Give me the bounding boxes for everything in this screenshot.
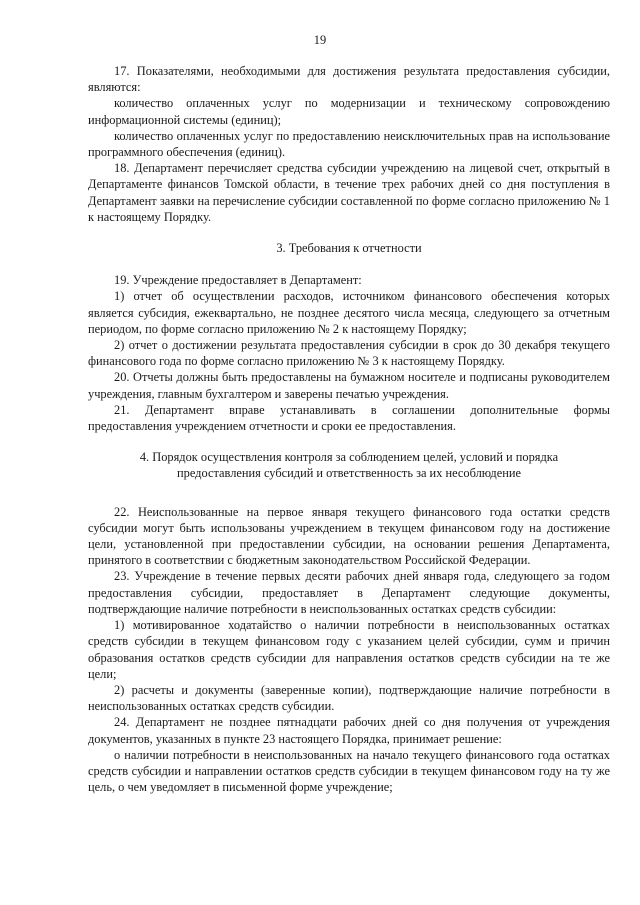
paragraph-17-item-1: количество оплаченных услуг по модернизации и техническому сопровождению информационной системы (единиц); <box>88 96 610 127</box>
paragraph-23-item-1: 1) мотивированное ходатайство о наличии потребности в неиспользованных остатках средств субсидии в текущем финансовом году с указанием целей субсидии, сумм и причин образования остатков средств субсидии для направления остатков средств субсидии на те же цели; <box>88 618 610 681</box>
paragraph-19: 19. Учреждение предоставляет в Департамент: <box>114 273 362 288</box>
paragraph-17: 17. Показателями, необходимыми для достижения результата предоставления субсидии, являются: <box>88 64 610 95</box>
paragraph-22: 22. Неиспользованные на первое января текущего финансового года остатки средств субсидии могут быть использованы учреждением в текущем финансовом году на достижение цели, установленной при предоставлении субсидии, на основании решения Департамента, принятого в соответствии с бюджетным законодательством Российской Федерации. <box>88 504 610 568</box>
paragraph-21: 21. Департамент вправе устанавливать в соглашении дополнительные формы предоставления учреждением отчетности и сроки ее предоставления. <box>88 402 610 434</box>
section-4-heading-line-1: 4. Порядок осуществления контроля за соблюдением целей, условий и порядка <box>139 450 559 465</box>
paragraph-24-item-1: о наличии потребности в неиспользованных на начало текущего финансового года остатках средств субсидии и направлении остатков средств субсидии в текущем финансовом году на ту же цель, о чем уведомляет в письменной форме учреждение; <box>88 747 610 795</box>
paragraph-20: 20. Отчеты должны быть предоставлены на бумажном носителе и подписаны руководителем учреждения, главным бухгалтером и заверены печатью учреждения. <box>88 370 610 401</box>
paragraph-23-item-2: 2) расчеты и документы (заверенные копии), подтверждающие наличие потребности в неиспользованных остатках средств субсидии. <box>88 682 610 714</box>
section-4-heading-line-2: предоставления субсидий и ответственность за их несоблюдение <box>177 466 521 481</box>
document-body <box>88 63 610 795</box>
paragraph-18: 18. Департамент перечисляет средства субсидии учреждению на лицевой счет, открытый в Департаменте финансов Томской области, в течение трех рабочих дней со дня поступления в Департамент заявки на перечисление субсидии составленной по форме согласно приложению № 1 к настоящему Порядку. <box>88 161 610 224</box>
paragraph-24: 24. Департамент не позднее пятнадцати рабочих дней со дня получения от учреждения документов, указанных в пункте 23 настоящего Порядка, принимает решение: <box>88 715 610 746</box>
paragraph-17-item-2: количество оплаченных услуг по предоставлению неисключительных прав на использование программного обеспечения (единиц). <box>88 128 610 160</box>
page-number: 19 <box>313 33 327 47</box>
paragraph-23: 23. Учреждение в течение первых десяти рабочих дней января года, следующего за годом предоставления субсидии, предоставляет в Департамент следующие документы, подтверждающие наличие потребности в неиспользованных остатках средств субсидии: <box>88 569 610 616</box>
paragraph-19-item-1: 1) отчет об осуществлении расходов, источником финансового обеспечения которых является субсидия, ежеквартально, не позднее десятого числа месяца, следующего за отчетным периодом, по форме согласно приложению № 2 к настоящему Порядку; <box>88 289 610 336</box>
paragraph-19-item-2: 2) отчет о достижении результата предоставления субсидии в срок до 30 декабря текущего финансового года по форме согласно приложению № 3 к настоящему Порядку. <box>88 338 610 369</box>
section-3-heading: 3. Требования к отчетности <box>276 241 422 256</box>
